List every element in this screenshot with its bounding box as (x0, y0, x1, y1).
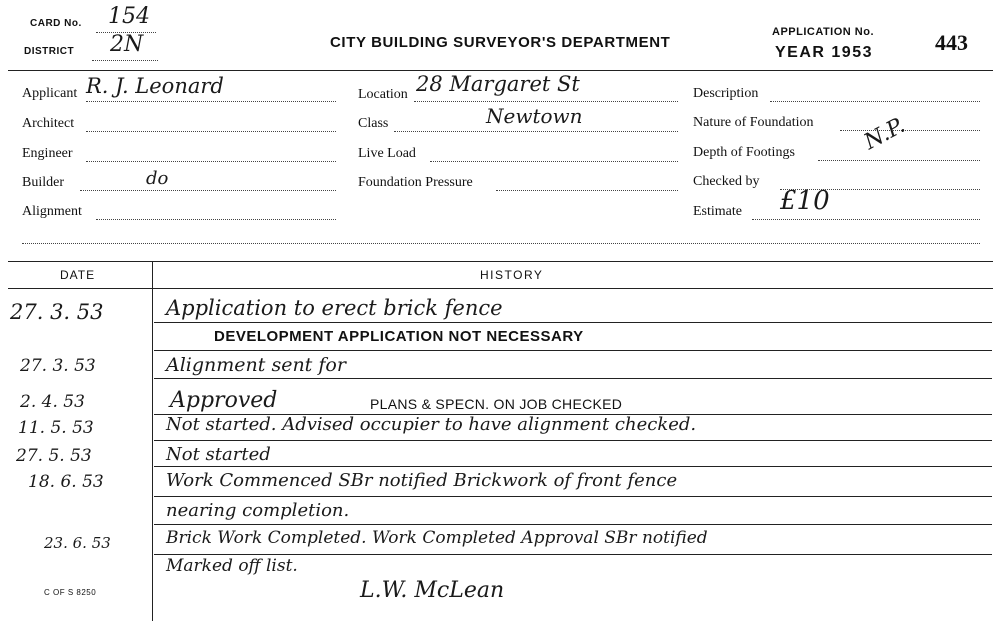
live-load-line (430, 161, 678, 162)
date-header: DATE (60, 268, 96, 282)
history-date: 11. 5. 53 (18, 418, 94, 438)
history-text: Marked off list. (166, 556, 298, 576)
alignment-label: Alignment (22, 204, 82, 219)
history-text: Brick Work Completed. Work Completed Approval SBr notified (166, 528, 708, 548)
estimate-value: £10 (780, 186, 830, 216)
history-header-rule (8, 288, 993, 289)
applicant-line (86, 101, 336, 102)
history-date: 27. 3. 53 (10, 300, 104, 324)
history-row-line (154, 440, 992, 441)
signature: L.W. McLean (360, 578, 505, 603)
application-number: 443 (935, 30, 968, 55)
description-label: Description (693, 86, 759, 101)
location-value: 28 Margaret St (416, 72, 580, 96)
location-label: Location (358, 87, 408, 102)
alignment-line (96, 219, 336, 220)
builder-value: do (146, 168, 169, 189)
history-date: 2. 4. 53 (20, 392, 85, 412)
history-row-line (154, 496, 992, 497)
history-text: Alignment sent for (166, 354, 346, 376)
history-text: Approved (170, 388, 278, 413)
development-stamp: DEVELOPMENT APPLICATION NOT NECESSARY (214, 328, 584, 345)
application-label: APPLICATION No. (772, 26, 875, 38)
header-rule (8, 70, 993, 71)
applicant-value: R. J. Leonard (86, 74, 224, 98)
history-text: Not started. Advised occupier to have alignment checked. (166, 414, 697, 435)
class-line (394, 131, 678, 132)
history-date: 27. 5. 53 (16, 446, 92, 466)
history-header: HISTORY (480, 268, 544, 282)
builder-label: Builder (22, 175, 64, 190)
engineer-line (86, 161, 336, 162)
history-text: nearing completion. (166, 500, 350, 521)
architect-line (86, 131, 336, 132)
estimate-line (752, 219, 980, 220)
history-row-line (154, 466, 992, 467)
history-row-line (154, 350, 992, 351)
foundation-pressure-line (496, 190, 678, 191)
architect-label: Architect (22, 116, 75, 131)
description-line (770, 101, 980, 102)
history-row-line (154, 378, 992, 379)
history-top-rule (8, 261, 993, 262)
date-column-rule (152, 261, 153, 621)
history-row-line (154, 524, 992, 525)
district-value: 2N (110, 32, 144, 57)
foundation-pressure-label: Foundation Pressure (358, 175, 473, 190)
history-text: Application to erect brick fence (166, 296, 503, 320)
location-value-2: Newtown (486, 104, 583, 128)
district-line (92, 60, 158, 61)
nature-of-foundation-label: Nature of Foundation (693, 115, 814, 130)
class-label: Class (358, 116, 389, 131)
history-text: Not started (166, 444, 271, 465)
depth-value: N.P. (860, 113, 910, 155)
history-row-line (154, 554, 992, 555)
card-no-label: CARD No. (30, 18, 82, 29)
history-date: 27. 3. 53 (20, 356, 96, 376)
form-code: C OF S 8250 (44, 588, 97, 597)
history-date: 23. 6. 53 (44, 534, 111, 552)
district-label: DISTRICT (24, 46, 75, 57)
location-line (414, 101, 678, 102)
live-load-label: Live Load (358, 146, 416, 161)
estimate-label: Estimate (693, 204, 742, 219)
plans-stamp: PLANS & SPECN. ON JOB CHECKED (370, 396, 623, 412)
nature-line (840, 130, 980, 131)
builder-line (80, 190, 336, 191)
depth-line (818, 160, 980, 161)
history-row-line (154, 322, 992, 323)
year-label: YEAR 1953 (775, 44, 873, 61)
history-date: 18. 6. 53 (28, 472, 104, 492)
depth-of-footings-label: Depth of Footings (693, 145, 795, 160)
department-title: CITY BUILDING SURVEYOR'S DEPARTMENT (330, 34, 671, 51)
checked-by-label: Checked by (693, 174, 760, 189)
fields-bottom-line (22, 243, 980, 244)
card-no-value: 154 (108, 4, 150, 29)
history-text: Work Commenced SBr notified Brickwork of front fence (166, 470, 678, 491)
engineer-label: Engineer (22, 146, 73, 161)
applicant-label: Applicant (22, 86, 78, 101)
